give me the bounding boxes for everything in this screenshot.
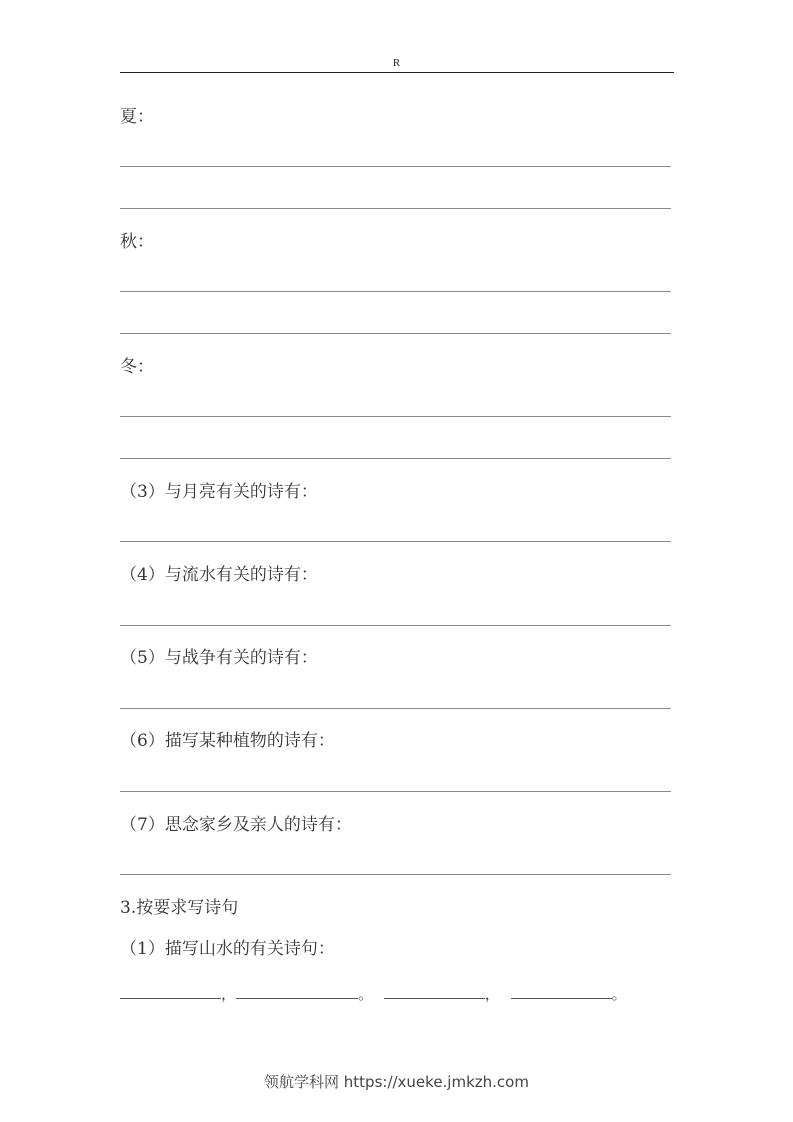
blank-field[interactable]	[120, 984, 221, 999]
answer-line[interactable]	[120, 874, 671, 875]
separator: 。	[611, 985, 627, 1003]
part3-title: 3.按要求写诗句	[120, 898, 239, 918]
label-summer: 夏：	[120, 107, 154, 127]
header-rule	[120, 72, 674, 73]
question-5: （5）与战争有关的诗有：	[120, 648, 318, 668]
answer-line[interactable]	[120, 208, 671, 209]
answer-line[interactable]	[120, 166, 671, 167]
question-4: （4）与流水有关的诗有：	[120, 565, 318, 585]
separator: ，	[484, 985, 500, 1003]
blank-field[interactable]	[236, 984, 358, 999]
fill-in-blanks	[120, 984, 627, 1003]
footer-watermark: 领航学科网 https://xueke.jmkzh.com	[264, 1073, 529, 1091]
answer-line[interactable]	[120, 458, 671, 459]
answer-line[interactable]	[120, 541, 671, 542]
separator: 。	[358, 985, 374, 1003]
blank-field[interactable]	[384, 984, 485, 999]
blank-field[interactable]	[511, 984, 612, 999]
question-3: （3）与月亮有关的诗有：	[120, 482, 318, 502]
answer-line[interactable]	[120, 291, 671, 292]
answer-line[interactable]	[120, 791, 671, 792]
question-7: （7）思念家乡及亲人的诗有：	[120, 815, 352, 835]
label-autumn: 秋：	[120, 232, 154, 252]
separator: ，	[221, 985, 237, 1003]
part3-sub1: （1）描写山水的有关诗句：	[120, 939, 335, 959]
answer-line[interactable]	[120, 708, 671, 709]
answer-line[interactable]	[120, 416, 671, 417]
answer-line[interactable]	[120, 333, 671, 334]
question-6: （6）描写某种植物的诗有：	[120, 731, 335, 751]
label-winter: 冬：	[120, 357, 154, 377]
header-mark: R	[392, 57, 401, 69]
answer-line[interactable]	[120, 625, 671, 626]
